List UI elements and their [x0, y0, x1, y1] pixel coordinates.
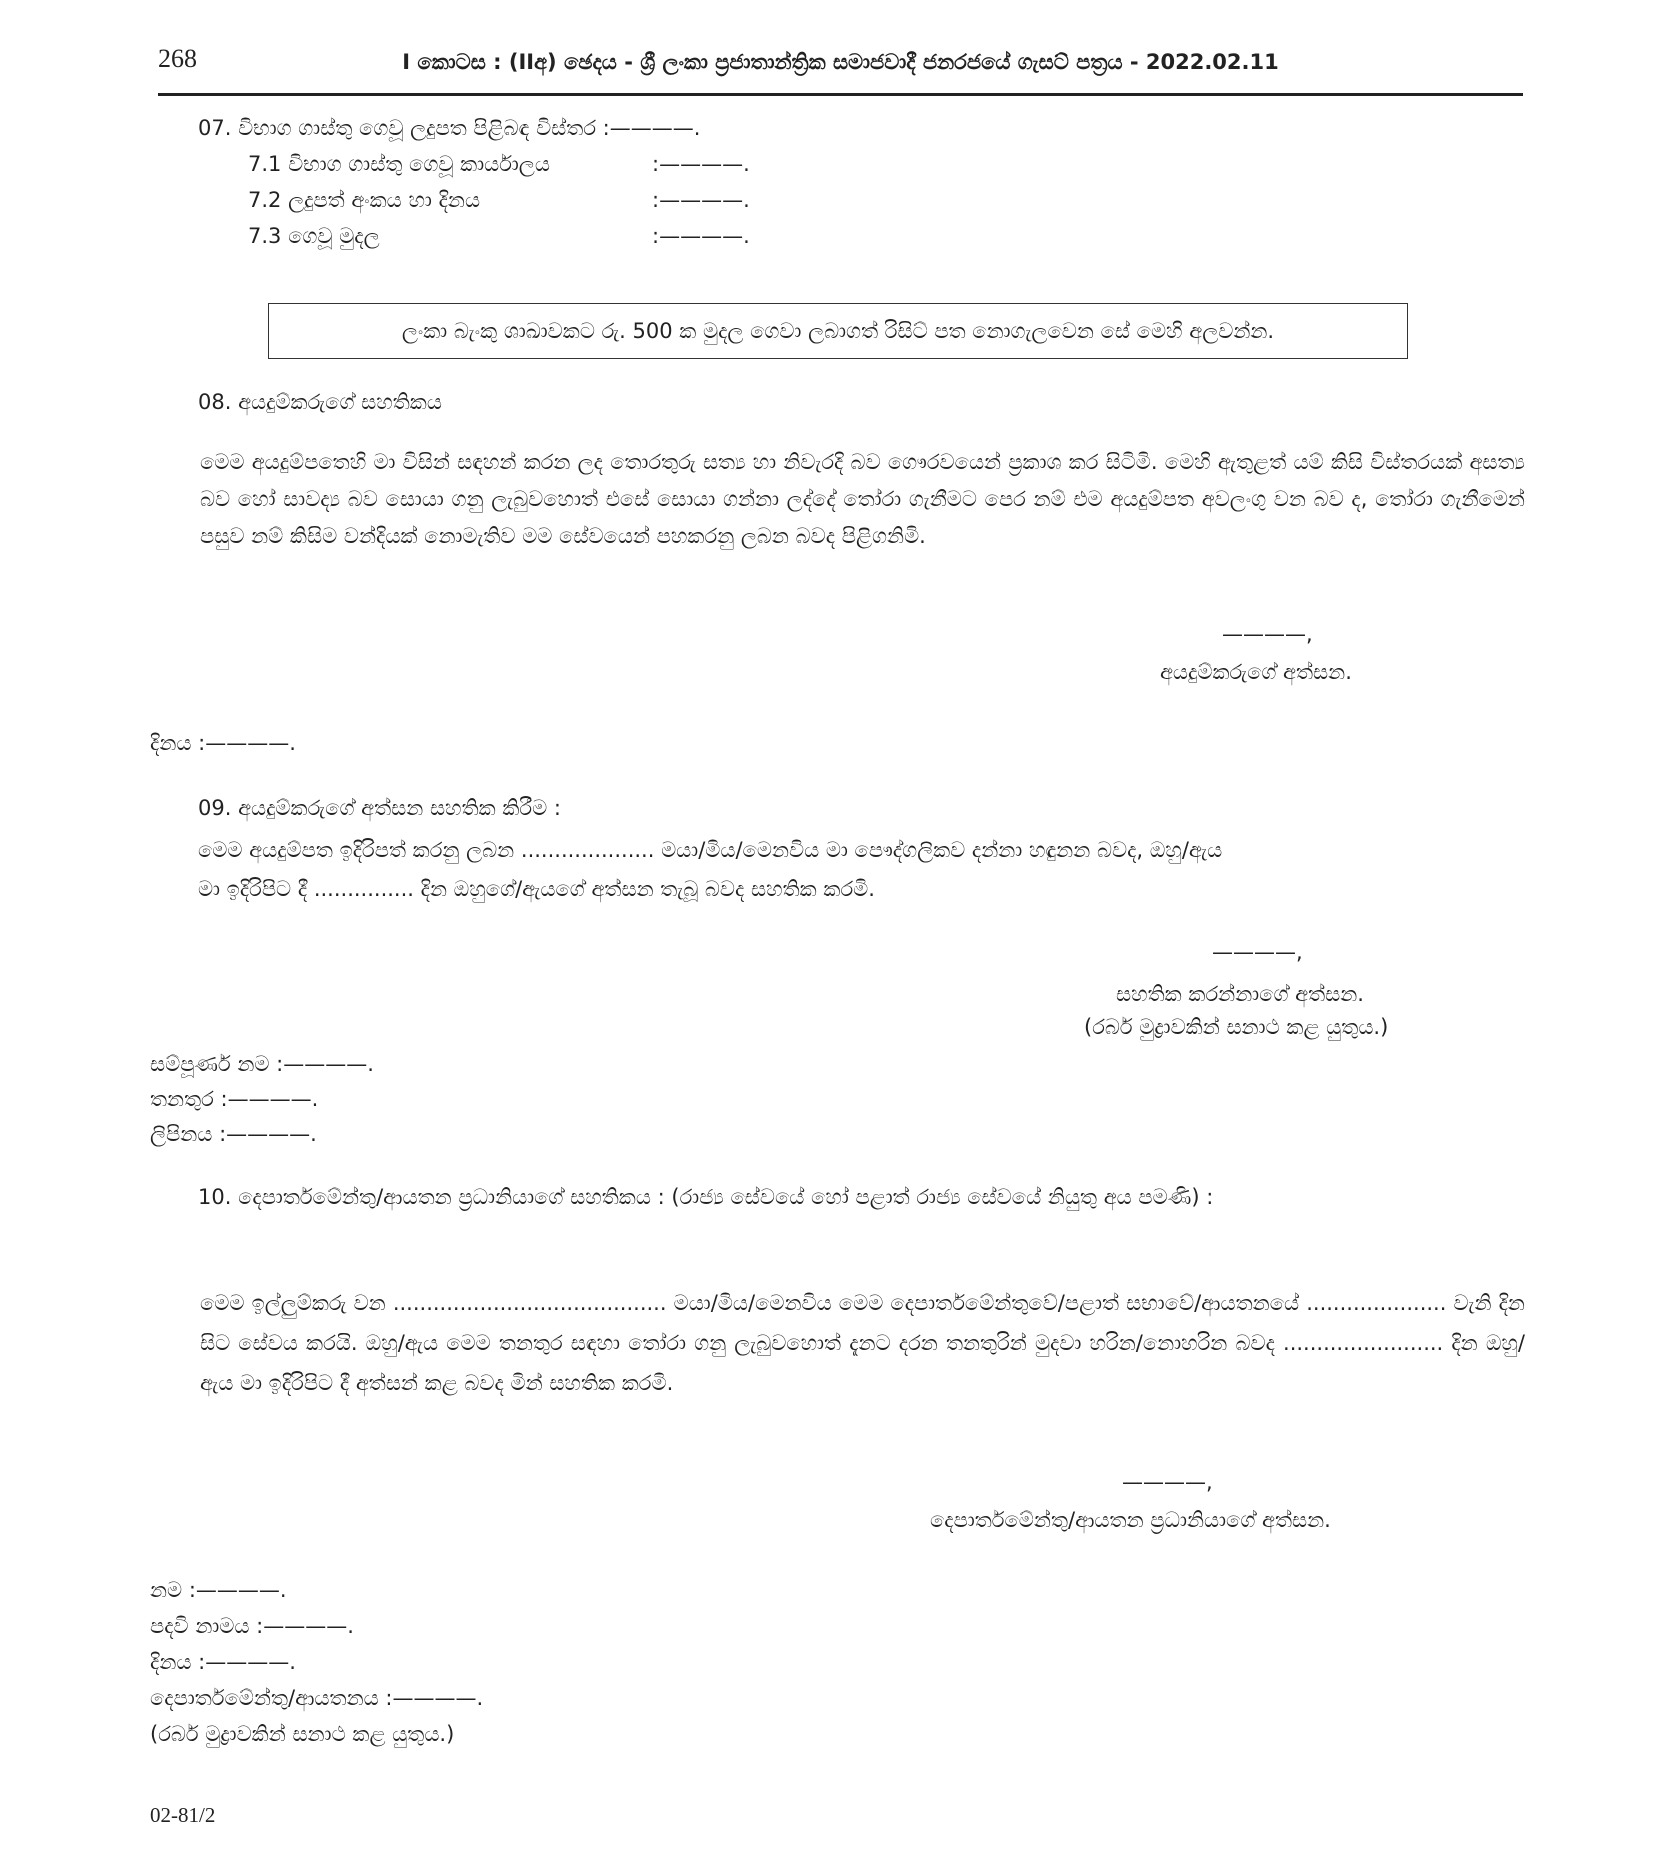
head-stamp-note: (රබර් මුද්‍රාවකින් සනාථ කළ යුතුය.)	[150, 1722, 455, 1746]
item-7-3-value: :————.	[652, 224, 750, 248]
item-7-1-label: 7.1 විභාග ගාස්තු ගෙවූ කාර්යාලය	[248, 152, 550, 176]
certifier-sign-line: ————,	[1212, 940, 1303, 964]
certification-line-1: මෙම අයදුම්පත ඉදිරිපත් කරනු ලබන .................... මයා/මිය/මෙනවිය මා පෞද්ගලිකව දන්නා හඳුනන බවද, ඔහු/ඇය	[198, 838, 1223, 862]
receipt-box	[268, 303, 1408, 359]
head-sign-label: දෙපාර්තමේන්තු/ආයතන ප්‍රධානියාගේ අත්සන.	[930, 1508, 1331, 1532]
page-number: 268	[158, 44, 197, 73]
section-09-heading: 09. අයදුම්කරුගේ අත්සන සහතික කිරීම :	[198, 796, 561, 820]
head-name-field: නම :————.	[150, 1578, 287, 1602]
certifier-full-name-field: සම්පූර්ණ නම :————.	[150, 1052, 374, 1076]
certifier-designation-field: තනතුර :————.	[150, 1087, 319, 1111]
head-department-field: දෙපාර්තමේන්තු/ආයතනය :————.	[150, 1686, 484, 1710]
header-rule	[158, 93, 1523, 96]
item-7-3-label: 7.3 ගෙවූ මුදල	[248, 224, 380, 248]
head-sign-line: ————,	[1122, 1470, 1213, 1494]
applicant-sign-line: ————,	[1222, 622, 1313, 646]
footer-code: 02-81/2	[150, 1803, 216, 1827]
page-title: I කොටස : (IIඅ) ඡෙදය - ශ්‍රී ලංකා ප්‍රජාතාන්ත්‍රික සමාජවාදී ජනරජයේ ගැසට් පත්‍රය - 2022.02.11	[402, 50, 1279, 74]
head-of-department-certificate: මෙම ඉල්ලුම්කරු වන ......................................... මයා/මිය/මෙනවිය මෙම දෙපාර්තමේන්තුවේ/පළාත් සභාවේ/ආයතනයේ ..................... වැනි දින සිට සේවය කරයි. ඔහු/ඇය මෙම තනතුර සඳහා තෝරා ගනු ලැබුවහොත් දැනට දරන තනතුරින් මුදවා හරින/නොහරින බවද ........................ දින ඔහු/ඇය මා ඉදිරිපිට දී අත්සන් කළ බවද මින් සහතික කරමි.	[200, 1291, 1525, 1395]
certifier-sign-label: සහතික කරන්නාගේ අත්සන.	[1116, 982, 1364, 1006]
section-08-heading: 08. අයදුම්කරුගේ සහතිකය	[198, 390, 442, 414]
section-10-heading: 10. දෙපාර්තමේන්තු/ආයතන ප්‍රධානියාගේ සහතිකය : (රාජ්‍ය සේවයේ හෝ පළාත් රාජ්‍ය සේවයේ නියුතු අය පමණි) :	[198, 1185, 1214, 1209]
item-7-1-value: :————.	[652, 152, 750, 176]
certification-line-2: මා ඉදිරිපිට දී ............... දින ඔහුගේ/ඇයගේ අත්සන තැබූ බවද සහතික කරමි.	[198, 877, 875, 901]
item-7-2-label: 7.2 ලදුපත් අංකය හා දිනය	[248, 188, 481, 212]
applicant-declaration: මෙම අයදුම්පතෙහි මා විසින් සඳහන් කරන ලද තොරතුරු සත්‍ය හා නිවැරදි බව ගෞරවයෙන් ප්‍රකාශ කර සිටිමි. මෙහි ඇතුළත් යම් කිසි විස්තරයක් අසත්‍ය බව හෝ සාවද්‍ය බව සොයා ගනු ලැබුවහොත් එසේ සොයා ගන්නා ලද්දේ තෝරා ගැනීමට පෙර නම් එම අයදුම්පත අවලංගු වන බව ද, තෝරා ගැනීමෙන් පසුව නම් කිසිම වන්දියක් නොමැතිව මම සේවයෙන් පහකරනු ලබන බවද පිළිගනිමි.	[200, 450, 1525, 548]
section-07-heading: 07. විභාග ගාස්තු ගෙවූ ලදුපත පිළිබඳ විස්තර :————.	[198, 116, 701, 140]
applicant-sign-label: අයදුම්කරුගේ අත්සන.	[1160, 660, 1352, 684]
receipt-box-text: ලංකා බැංකු ශාඛාවකට රු. 500 ක මුදල ගෙවා ලබාගත් රිසිට් පත නොගැලවෙන සේ මෙහි අලවන්න.	[401, 318, 1275, 343]
certifier-address-field: ලිපිනය :————.	[150, 1122, 317, 1146]
item-7-2-value: :————.	[652, 188, 750, 212]
head-title-field: පදවි නාමය :————.	[150, 1614, 354, 1638]
certifier-stamp-note: (රබර් මුද්‍රාවකින් සනාථ කළ යුතුය.)	[1084, 1015, 1389, 1039]
head-date-field: දිනය :————.	[150, 1650, 296, 1674]
applicant-date-field: දිනය :————.	[150, 731, 296, 755]
